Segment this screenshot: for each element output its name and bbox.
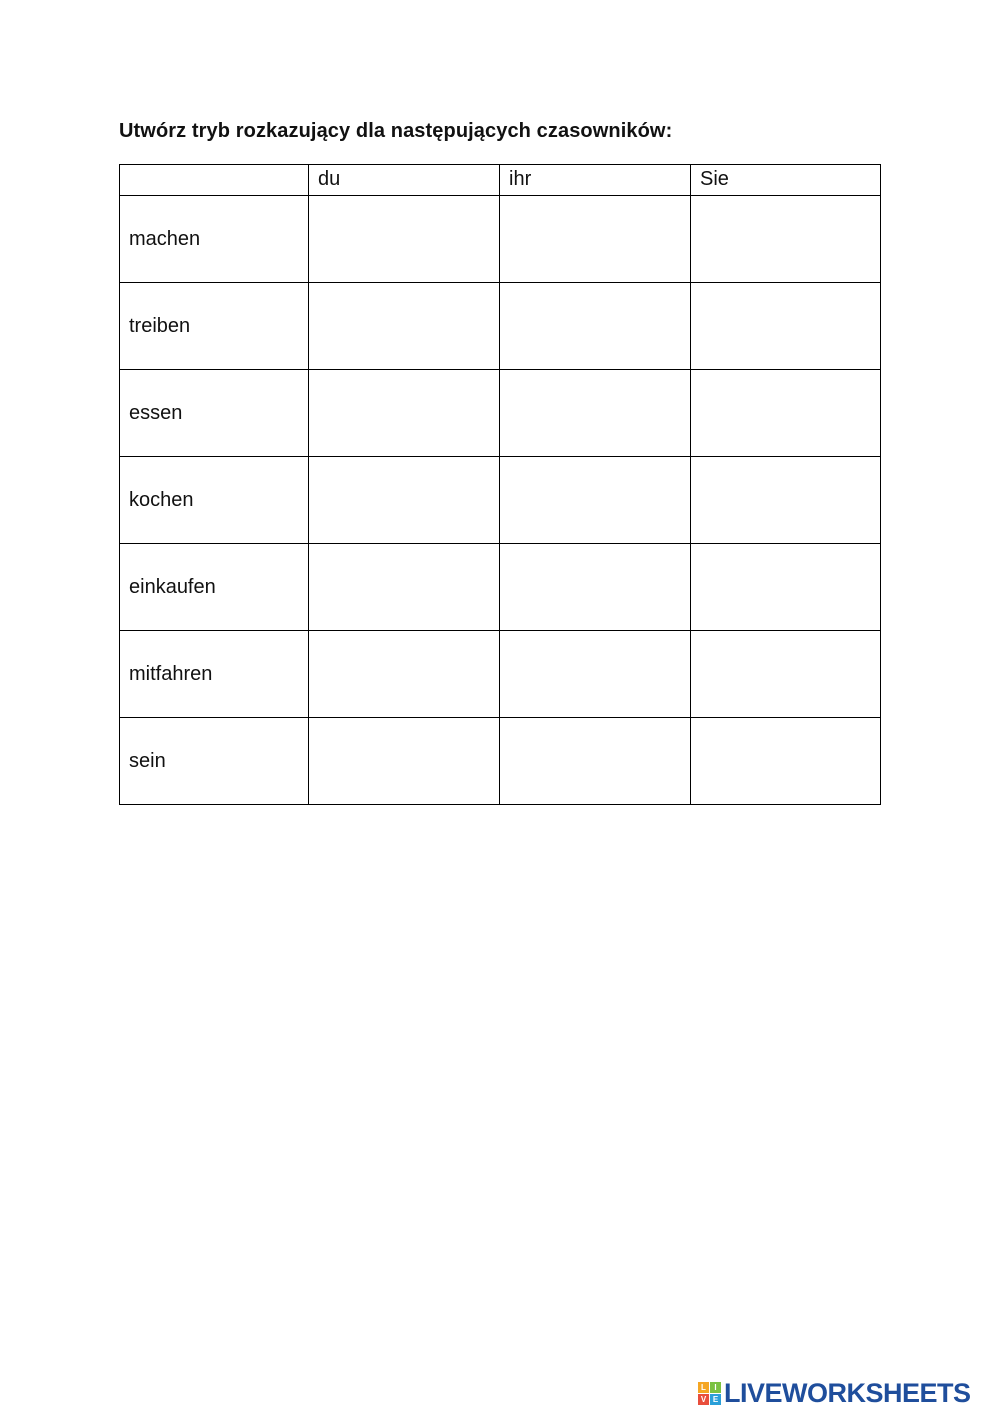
answer-cell-du[interactable]: [309, 544, 500, 631]
worksheet-instruction: Utwórz tryb rozkazujący dla następujących czasowników:: [119, 120, 673, 142]
liveworksheets-logo: [698, 1380, 971, 1406]
logo-mark-tile: E: [710, 1394, 721, 1405]
answer-cell-sie[interactable]: [691, 370, 881, 457]
table-row: [120, 457, 881, 544]
logo-text: LIVEWORKSHEETS: [724, 1378, 971, 1408]
answer-cell-sie[interactable]: [691, 544, 881, 631]
answer-cell-sie[interactable]: [691, 631, 881, 718]
header-cell-ihr: ihr: [500, 165, 691, 196]
answer-cell-du[interactable]: [309, 457, 500, 544]
header-cell-sie: Sie: [691, 165, 881, 196]
answer-cell-du[interactable]: [309, 196, 500, 283]
verb-cell: sein: [120, 718, 309, 805]
table-row: [120, 718, 881, 805]
answer-cell-ihr[interactable]: [500, 544, 691, 631]
table-row: [120, 544, 881, 631]
table-row: [120, 370, 881, 457]
verb-cell: einkaufen: [120, 544, 309, 631]
answer-cell-sie[interactable]: [691, 457, 881, 544]
logo-mark-tile: L: [698, 1382, 709, 1393]
answer-cell-du[interactable]: [309, 370, 500, 457]
table-row: [120, 196, 881, 283]
logo-mark-icon: [698, 1382, 721, 1405]
verb-cell: kochen: [120, 457, 309, 544]
logo-mark-tile: I: [710, 1382, 721, 1393]
table-row: [120, 631, 881, 718]
header-cell-verb: [120, 165, 309, 196]
verb-cell: treiben: [120, 283, 309, 370]
answer-cell-du[interactable]: [309, 283, 500, 370]
answer-cell-sie[interactable]: [691, 283, 881, 370]
imperative-table: [119, 164, 881, 805]
answer-cell-ihr[interactable]: [500, 631, 691, 718]
table-row: [120, 283, 881, 370]
verb-cell: mitfahren: [120, 631, 309, 718]
table-header-row: [120, 165, 881, 196]
answer-cell-ihr[interactable]: [500, 196, 691, 283]
answer-cell-ihr[interactable]: [500, 457, 691, 544]
verb-cell: machen: [120, 196, 309, 283]
header-cell-du: du: [309, 165, 500, 196]
answer-cell-ihr[interactable]: [500, 370, 691, 457]
answer-cell-ihr[interactable]: [500, 718, 691, 805]
logo-mark-tile: V: [698, 1394, 709, 1405]
answer-cell-sie[interactable]: [691, 718, 881, 805]
verb-cell: essen: [120, 370, 309, 457]
answer-cell-sie[interactable]: [691, 196, 881, 283]
answer-cell-du[interactable]: [309, 631, 500, 718]
answer-cell-du[interactable]: [309, 718, 500, 805]
answer-cell-ihr[interactable]: [500, 283, 691, 370]
